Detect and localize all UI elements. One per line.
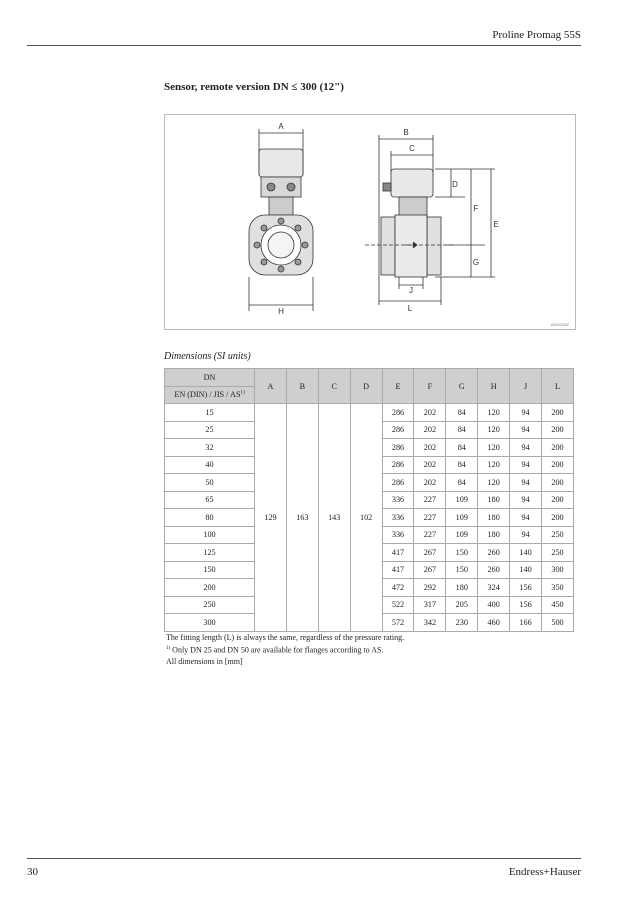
cell-dn: 15 <box>165 404 255 422</box>
cell-f: 202 <box>414 421 446 439</box>
cell-g: 109 <box>446 509 478 527</box>
header-rule <box>27 45 581 46</box>
figure-code: A0012062 <box>550 322 569 327</box>
header-h: H <box>478 369 510 404</box>
header-a: A <box>255 369 287 404</box>
header-title: Proline Promag 55S <box>492 29 581 41</box>
header-d: D <box>350 369 382 404</box>
label-f: F <box>473 204 479 213</box>
cell-f: 227 <box>414 509 446 527</box>
cell-l: 200 <box>542 421 574 439</box>
table-body <box>165 404 574 632</box>
cell-b: 163 <box>286 404 318 632</box>
side-flange-right <box>427 217 441 275</box>
cell-dn: 150 <box>165 561 255 579</box>
cell-g: 180 <box>446 579 478 597</box>
cell-e: 336 <box>382 509 414 527</box>
label-j: J <box>409 286 413 295</box>
header-dn: DN <box>165 369 255 387</box>
cell-h: 400 <box>478 596 510 614</box>
cell-h: 120 <box>478 439 510 457</box>
header-b: B <box>286 369 318 404</box>
header-l: L <box>542 369 574 404</box>
cell-g: 84 <box>446 456 478 474</box>
cell-j: 140 <box>510 561 542 579</box>
header-e: E <box>382 369 414 404</box>
cell-d: 102 <box>350 404 382 632</box>
cell-l: 250 <box>542 526 574 544</box>
cell-f: 317 <box>414 596 446 614</box>
cell-l: 200 <box>542 456 574 474</box>
label-a: A <box>278 122 284 131</box>
footer-rule <box>27 858 581 859</box>
cell-l: 300 <box>542 561 574 579</box>
cell-j: 94 <box>510 474 542 492</box>
table-caption: Dimensions (SI units) <box>164 351 251 362</box>
cell-e: 417 <box>382 561 414 579</box>
cell-g: 205 <box>446 596 478 614</box>
cell-g: 84 <box>446 421 478 439</box>
cell-f: 267 <box>414 544 446 562</box>
front-terminal-housing <box>259 149 303 177</box>
cell-g: 150 <box>446 544 478 562</box>
dimension-drawing <box>164 114 576 330</box>
cell-dn: 40 <box>165 456 255 474</box>
cell-dn: 250 <box>165 596 255 614</box>
cell-l: 200 <box>542 404 574 422</box>
cell-l: 450 <box>542 596 574 614</box>
cell-g: 84 <box>446 404 478 422</box>
label-d: D <box>452 180 458 189</box>
cell-j: 94 <box>510 509 542 527</box>
cell-f: 227 <box>414 526 446 544</box>
cell-l: 200 <box>542 474 574 492</box>
header-g: G <box>446 369 478 404</box>
cell-e: 286 <box>382 474 414 492</box>
footnote-units: All dimensions in [mm] <box>166 656 243 666</box>
cell-dn: 50 <box>165 474 255 492</box>
cell-e: 336 <box>382 526 414 544</box>
cell-dn: 125 <box>165 544 255 562</box>
footer-brand: Endress+Hauser <box>508 866 581 878</box>
cell-j: 94 <box>510 439 542 457</box>
cell-dn: 200 <box>165 579 255 597</box>
table-footnotes <box>166 632 404 667</box>
cell-j: 94 <box>510 491 542 509</box>
cell-c: 143 <box>318 404 350 632</box>
cell-j: 94 <box>510 404 542 422</box>
label-e: E <box>493 220 499 229</box>
cell-j: 140 <box>510 544 542 562</box>
cell-f: 202 <box>414 456 446 474</box>
cell-e: 286 <box>382 456 414 474</box>
cell-g: 84 <box>446 439 478 457</box>
header-c: C <box>318 369 350 404</box>
cell-f: 267 <box>414 561 446 579</box>
cell-dn: 65 <box>165 491 255 509</box>
cell-a: 129 <box>255 404 287 632</box>
side-flange-left <box>381 217 395 275</box>
cell-j: 166 <box>510 614 542 632</box>
cell-j: 94 <box>510 421 542 439</box>
cell-e: 286 <box>382 421 414 439</box>
cell-f: 227 <box>414 491 446 509</box>
cell-j: 156 <box>510 579 542 597</box>
page-number: 30 <box>27 866 38 878</box>
cell-dn: 80 <box>165 509 255 527</box>
label-c: C <box>409 144 415 153</box>
cell-l: 350 <box>542 579 574 597</box>
cell-h: 180 <box>478 526 510 544</box>
label-l: L <box>407 304 413 313</box>
cell-f: 292 <box>414 579 446 597</box>
cell-h: 120 <box>478 404 510 422</box>
cell-g: 84 <box>446 474 478 492</box>
cell-e: 472 <box>382 579 414 597</box>
label-b: B <box>403 128 409 137</box>
cell-e: 417 <box>382 544 414 562</box>
sensor-drawing <box>165 115 575 329</box>
cell-l: 500 <box>542 614 574 632</box>
cell-h: 120 <box>478 421 510 439</box>
cell-e: 336 <box>382 491 414 509</box>
cell-l: 200 <box>542 439 574 457</box>
cell-h: 260 <box>478 544 510 562</box>
cell-f: 202 <box>414 439 446 457</box>
cell-l: 200 <box>542 491 574 509</box>
cell-g: 109 <box>446 526 478 544</box>
cell-f: 202 <box>414 474 446 492</box>
label-g: G <box>472 258 480 267</box>
label-h: H <box>278 307 284 316</box>
cell-j: 94 <box>510 526 542 544</box>
header-j: J <box>510 369 542 404</box>
footnote-as-flanges: $^{1)}$ Only DN 25 and DN 50 are available for flanges according to AS. <box>166 645 384 655</box>
cell-j: 156 <box>510 596 542 614</box>
cell-f: 342 <box>414 614 446 632</box>
header-standard: EN (DIN) / JIS / AS$^{1)}$ <box>165 386 255 404</box>
cell-dn: 300 <box>165 614 255 632</box>
cell-e: 522 <box>382 596 414 614</box>
cell-h: 180 <box>478 491 510 509</box>
cell-l: 250 <box>542 544 574 562</box>
table-header-row <box>165 369 574 387</box>
cell-dn: 100 <box>165 526 255 544</box>
cell-h: 120 <box>478 456 510 474</box>
cell-h: 324 <box>478 579 510 597</box>
section-title: Sensor, remote version DN ≤ 300 (12") <box>164 81 344 93</box>
cell-dn: 32 <box>165 439 255 457</box>
cell-h: 120 <box>478 474 510 492</box>
cell-h: 260 <box>478 561 510 579</box>
footnote-fitting-length: The fitting length (L) is always the same, regardless of the pressure rating. <box>166 633 405 642</box>
cell-dn: 25 <box>165 421 255 439</box>
dimensions-table <box>164 368 574 632</box>
cell-g: 230 <box>446 614 478 632</box>
side-terminal-housing <box>391 169 433 197</box>
cell-e: 572 <box>382 614 414 632</box>
table-row <box>165 404 574 422</box>
cell-e: 286 <box>382 439 414 457</box>
cell-h: 180 <box>478 509 510 527</box>
cell-h: 460 <box>478 614 510 632</box>
header-f: F <box>414 369 446 404</box>
cell-g: 150 <box>446 561 478 579</box>
cell-g: 109 <box>446 491 478 509</box>
cell-f: 202 <box>414 404 446 422</box>
cell-e: 286 <box>382 404 414 422</box>
cell-l: 200 <box>542 509 574 527</box>
cell-j: 94 <box>510 456 542 474</box>
